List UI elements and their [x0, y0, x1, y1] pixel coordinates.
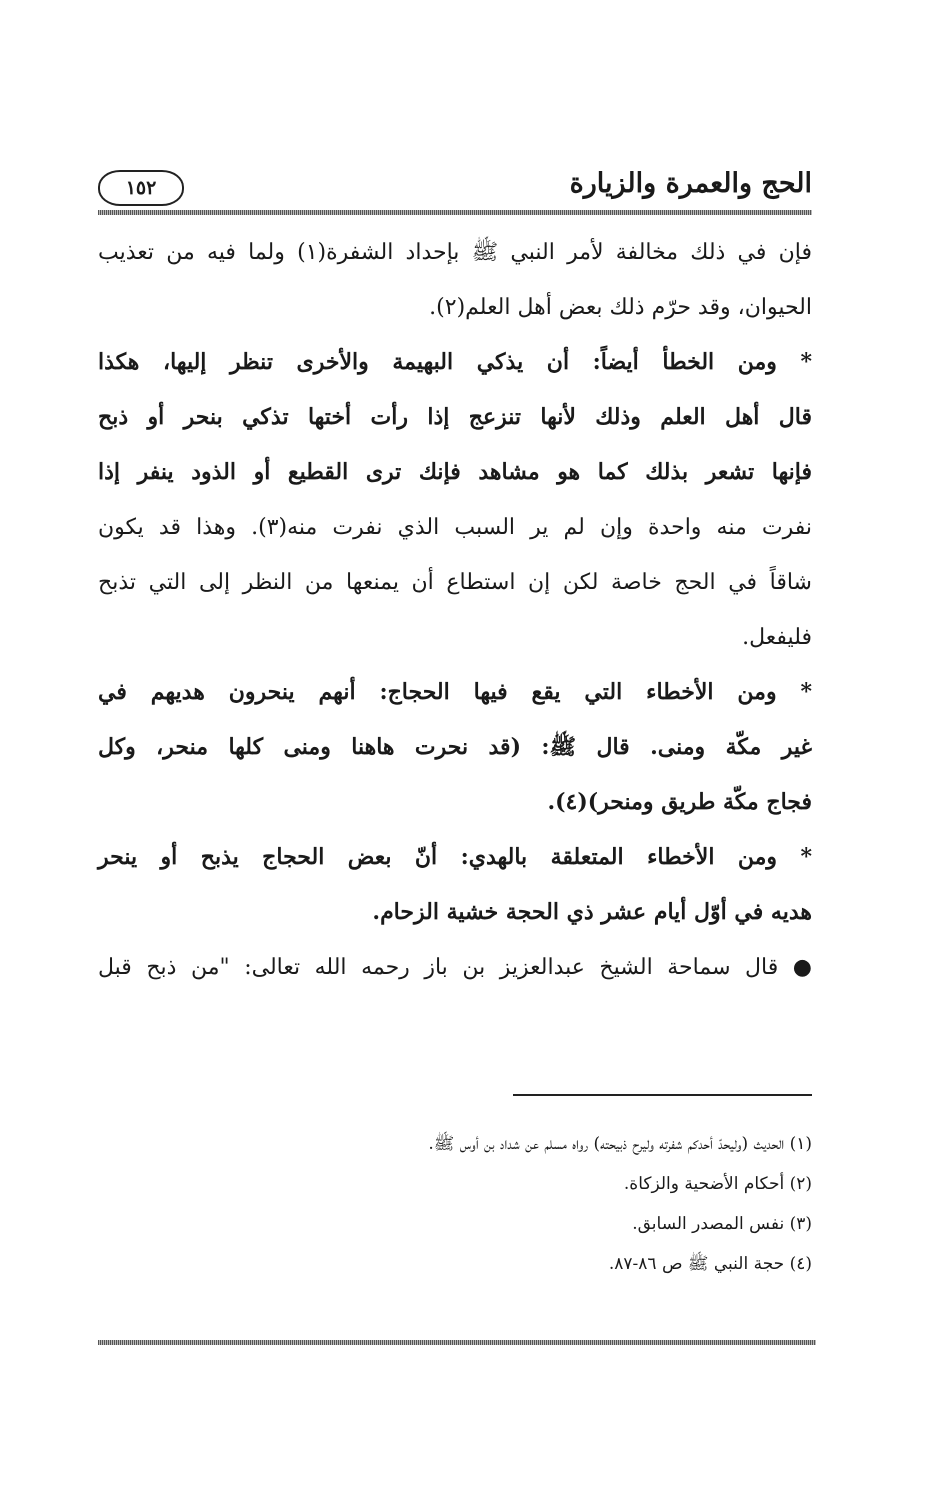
footnotes	[98, 1124, 812, 1284]
text-line: غير مكّة ومنى. قال ﷺ: (قد نحرت هاهنا ومنى كلها منحر، وكل	[98, 734, 812, 760]
text-line: فإن في ذلك مخالفة لأمر النبي ﷺ بإحداد الشفرة(١) ولما فيه من تعذيب	[98, 240, 812, 265]
text-line: الحيوان، وقد حرّم ذلك بعض أهل العلم(٢).	[429, 295, 812, 320]
text-line: شاقاً في الحج خاصة لكن إن استطاع أن يمنعها من النظر إلى التي تذبح	[98, 570, 812, 595]
footnote: (٤) حجة النبي ﷺ ص ٨٦-٨٧.	[608, 1254, 812, 1274]
footnote: (١) الحديث (وليحدّ أحدكم شفرته وليرح ذبيحته) رواه مسلم عن شداد بن أوس ﷺ.	[428, 1134, 812, 1154]
text-line: * ومن الخطأ أيضاً: أن يذكي البهيمة والأخرى تنظر إليها، هكذا	[98, 349, 812, 375]
body-text	[98, 225, 812, 995]
book-title: الحج والعمرة والزيارة	[569, 168, 812, 199]
page-header	[98, 168, 812, 208]
text-line: هديه في أوّل أيام عشر ذي الحجة خشية الزحام.	[372, 899, 812, 925]
text-line: * ومن الأخطاء المتعلقة بالهدي: أنّ بعض الحجاج يذبح أو ينحر	[98, 844, 812, 870]
page-number-badge: ١٥٢	[98, 170, 184, 206]
footnote: (٢) أحكام الأضحية والزكاة.	[623, 1174, 812, 1194]
text-line: قال أهل العلم وذلك لأنها تنزعج إذا رأت أختها تذكي بنحر أو ذبح	[98, 404, 812, 430]
text-line: فجاج مكّة طريق ومنحر)(٤).	[547, 789, 812, 815]
footnote-separator	[513, 1094, 812, 1096]
text-line: فليفعل.	[742, 625, 812, 650]
footnote: (٣) نفس المصدر السابق.	[632, 1214, 812, 1234]
footer-divider	[98, 1340, 816, 1345]
header-divider	[98, 210, 812, 215]
text-line: ● قال سماحة الشيخ عبدالعزيز بن باز رحمه الله تعالى: "من ذبح قبل	[98, 955, 812, 980]
text-line: * ومن الأخطاء التي يقع فيها الحجاج: أنهم ينحرون هديهم في	[98, 679, 812, 705]
text-line: فإنها تشعر بذلك كما هو مشاهد فإنك ترى القطيع أو الذود ينفر إذا	[98, 459, 812, 485]
text-line: نفرت منه واحدة وإن لم ير السبب الذي نفرت منه(٣). وهذا قد يكون	[98, 515, 812, 540]
